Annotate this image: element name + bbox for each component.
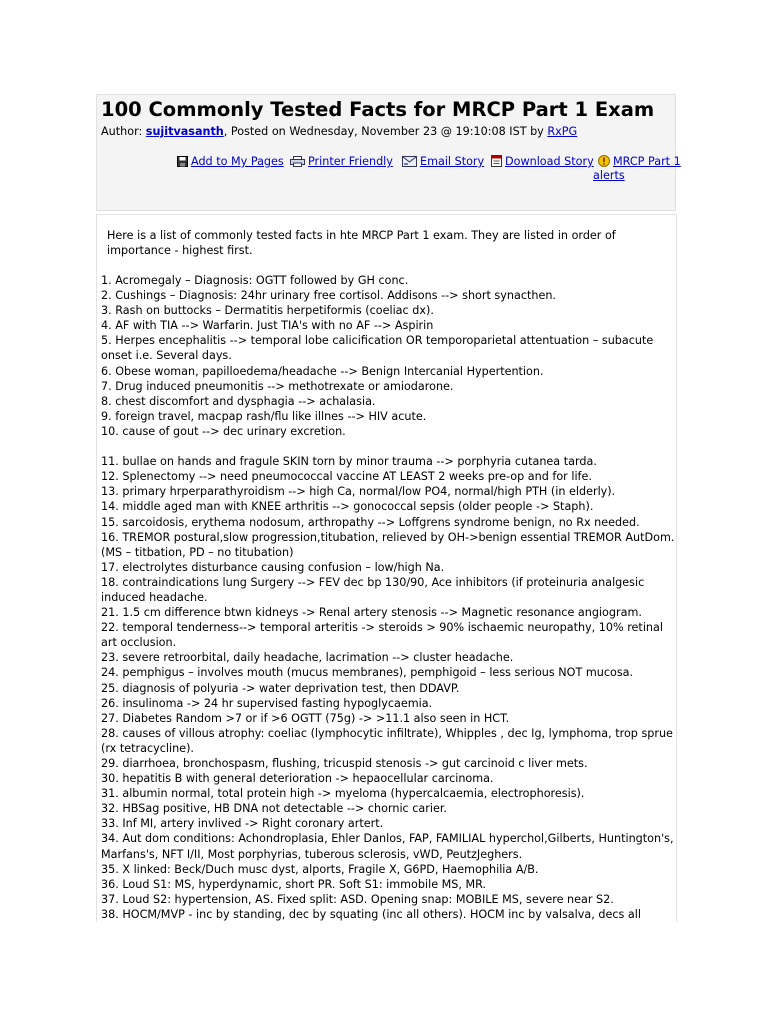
fact-item: 10. cause of gout --> dec urinary excretion.	[101, 424, 346, 438]
fact-item: 9. foreign travel, macpap rash/flu like illnes --> HIV acute.	[101, 409, 427, 423]
fact-item: 23. severe retroorbital, daily headache, lacrimation --> cluster headache.	[101, 651, 514, 665]
email-icon	[402, 156, 417, 167]
fact-item: 29. diarrhoea, bronchospasm, flushing, tricuspid stenosis -> gut carcinoid c liver mets.	[101, 757, 588, 770]
fact-item: 4. AF with TIA --> Warfarin. Just TIA's with no AF --> Aspirin	[101, 319, 434, 333]
fact-item: 38. HOCM/MVP - inc by standing, dec by squating (inc all others). HOCM inc by valsalva, decs all	[101, 907, 641, 921]
fact-item: 21. 1.5 cm difference btwn kidneys -> Renal artery stenosis --> Magnetic resonance angiogram.	[101, 606, 642, 620]
fact-item: 6. Obese woman, papilloedema/headache --> Benign Intercanial Hypertention.	[101, 364, 544, 378]
fact-item: 13. primary hrperparathyroidism --> high Ca, normal/low PO4, normal/high PTH (in elderly).	[101, 485, 616, 499]
download-story-link[interactable]: Download Story	[505, 155, 594, 168]
mrcp-alerts-link-line2[interactable]: alerts	[593, 169, 625, 182]
posted-info: , Posted on Wednesday, November 23 @ 19:10:08 IST by	[223, 125, 548, 138]
story-actions	[177, 155, 681, 191]
fact-item: 3. Rash on buttocks – Dermatitis herpetiformis (coeliac dx).	[101, 304, 434, 318]
fact-item: 12. Splenectomy --> need pneumococcal vaccine AT LEAST 2 weeks pre-op and for life.	[101, 470, 592, 484]
download-icon	[491, 155, 502, 167]
fact-item: 16. TREMOR postural,slow progression,titubation, relieved by OH->benign essential TREMOR AutDom. (MS – titbation, PD – no titubation)	[101, 530, 675, 559]
download-story-action	[491, 155, 594, 169]
printer-icon	[290, 156, 305, 167]
fact-item	[101, 439, 675, 454]
page-title: 100 Commonly Tested Facts for MRCP Part 1 Exam	[101, 98, 655, 121]
fact-item: 31. albumin normal, total protein high -> myeloma (hypercalcaemia, electrophoresis).	[101, 787, 585, 801]
mrcp-alerts-link[interactable]: MRCP Part 1	[613, 155, 681, 168]
fact-item: 27. Diabetes Random >7 or if >6 OGTT (75g) -> >11.1 also seen in HCT.	[101, 711, 510, 725]
fact-item: 17. electrolytes disturbance causing confusion – low/high Na.	[101, 560, 445, 574]
intro-paragraph: Here is a list of commonly tested facts in hte MRCP Part 1 exam. They are listed in order of importance - highest first.	[107, 229, 616, 257]
fact-item: 26. insulinoma -> 24 hr supervised fasting hypoglycaemia.	[101, 696, 433, 710]
fact-item: 18. contraindications lung Surgery --> FEV dec bp 130/90, Ace inhibitors (if proteinuria analgesic induced headache.	[101, 575, 645, 604]
fact-item: 1. Acromegaly – Diagnosis: OGTT followed by GH conc.	[101, 274, 409, 287]
fact-item: 34. Aut dom conditions: Achondroplasia, Ehler Danlos, FAP, FAMILIAL hyperchol,Gilberts, Huntington's, Marfans's, NFT I/II, Most porphyrias, tuberous sclerosis, vWD, PeutzJeghers.	[101, 832, 674, 861]
fact-item: 2. Cushings – Diagnosis: 24hr urinary free cortisol. Addisons --> short synacthen.	[101, 289, 556, 303]
facts-list	[101, 273, 675, 922]
fact-item: 35. X linked: Beck/Duch musc dyst, alports, Fragile X, G6PD, Haemophilia A/B.	[101, 862, 539, 876]
fact-item: 32. HBSag positive, HB DNA not detectable --> chornic carier.	[101, 802, 447, 816]
author-prefix: Author:	[101, 125, 146, 138]
add-to-my-pages-link[interactable]: Add to My Pages	[191, 155, 284, 168]
fact-item: 22. temporal tenderness--> temporal arteritis -> steroids > 90% ischaemic neuropathy, 10% retinal art occlusion.	[101, 621, 663, 650]
email-story-action	[402, 155, 484, 169]
fact-item: 37. Loud S2: hypertension, AS. Fixed split: ASD. Opening snap: MOBILE MS, severe near S2.	[101, 892, 614, 906]
fact-item: 36. Loud S1: MS, hyperdynamic, short PR. Soft S1: immobile MS, MR.	[101, 877, 487, 891]
fact-item: 30. hepatitis B with general deterioration -> hepaocellular carcinoma.	[101, 772, 494, 786]
email-story-link[interactable]: Email Story	[420, 155, 485, 168]
add-to-my-pages-action	[177, 155, 284, 169]
author-link[interactable]: sujitvasanth	[145, 125, 224, 138]
alert-icon	[598, 155, 610, 167]
fact-item: 15. sarcoidosis, erythema nodosum, arthropathy --> Loffgrens syndrome benign, no Rx needed.	[101, 515, 640, 529]
fact-item: 14. middle aged man with KNEE arthritis --> gonococcal sepsis (older people -> Staph).	[101, 500, 594, 514]
fact-item: 28. causes of villous atrophy: coeliac (lymphocytic infiltrate), Whipples , dec Ig, lymphoma, trop sprue (rx tetracycline).	[101, 726, 673, 755]
fact-item: 7. Drug induced pneumonitis --> methotrexate or amiodarone.	[101, 379, 454, 393]
fact-item: 11. bullae on hands and fragule SKIN torn by minor trauma --> porphyria cutanea tarda.	[101, 455, 597, 469]
fact-item: 25. diagnosis of polyuria -> water deprivation test, then DDAVP.	[101, 681, 460, 695]
publisher-link[interactable]: RxPG	[547, 125, 578, 138]
byline	[101, 125, 577, 139]
printer-friendly-link[interactable]: Printer Friendly	[308, 155, 393, 168]
printer-friendly-action	[290, 155, 393, 169]
fact-item: 5. Herpes encephalitis --> temporal lobe calicification OR temporoparietal attentuation – subacute onset i.e. Several days.	[101, 334, 654, 363]
fact-item: 33. Inf MI, artery invlived -> Right coronary artert.	[101, 817, 384, 831]
mrcp-alerts-action	[598, 155, 681, 169]
fact-item: 8. chest discomfort and dysphagia --> achalasia.	[101, 394, 376, 408]
story-body	[96, 214, 677, 922]
fact-item: 24. pemphigus – involves mouth (mucus membranes), pemphigoid – less serious NOT mucosa.	[101, 666, 634, 680]
story-header	[96, 94, 681, 211]
save-icon	[177, 156, 188, 167]
